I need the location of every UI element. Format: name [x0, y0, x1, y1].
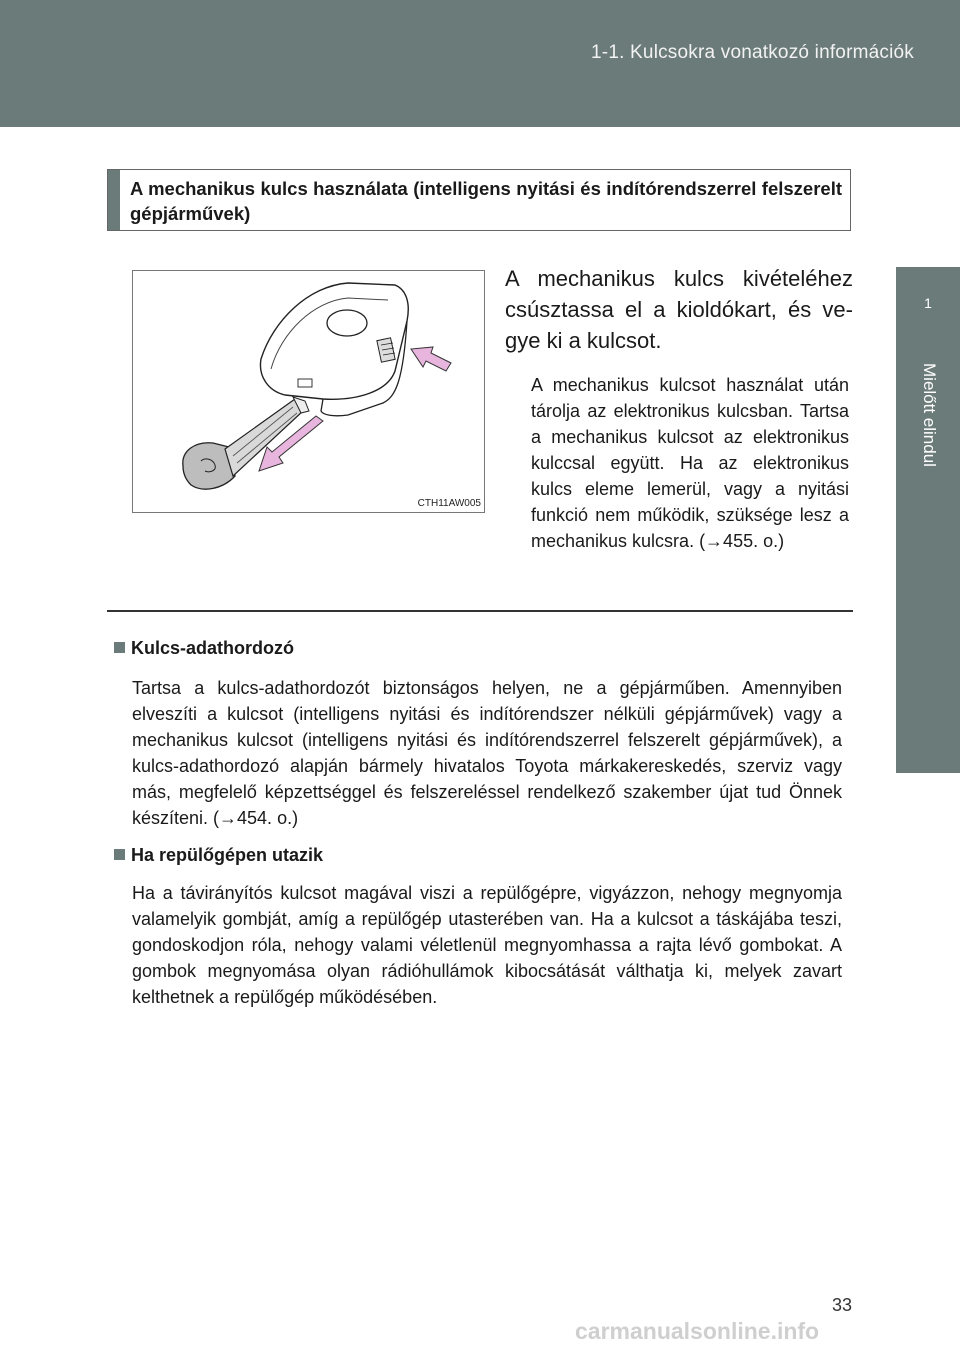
page-header [0, 0, 960, 127]
chapter-side-tab [896, 127, 960, 1352]
chapter-number: 1 [924, 295, 932, 311]
figure-code: CTH11AW005 [417, 498, 481, 509]
subsection-heading-airplane [114, 845, 323, 866]
section-title: A mechanikus kulcs használata (intelligens nyitási és indítórendszerrel felszerelt gépjárművek) [130, 178, 842, 224]
section-divider [107, 610, 853, 612]
subsection-heading-key-data [114, 638, 294, 659]
subsection-body-airplane: Ha a távirányítós kulcsot magával viszi a repülőgépre, vigyázzon, nehogy megnyomja valamelyik gombját, amíg a repülőgép utasterében van. Ha a kulcsot a táskájába teszi, gondoskodjon róla, nehogy valami véletlenül megnyomhassa a rajta lévő gombokat. A gombok megnyomása olyan rádióhullámok kibocsátását válthatja ki, melyek zavart kelthetnek a repülőgép működésében. [132, 883, 842, 1007]
key-illustration [132, 270, 485, 513]
square-bullet-icon [114, 849, 125, 860]
square-bullet-icon [114, 642, 125, 653]
page-number: 33 [832, 1295, 853, 1315]
smart-key-drawing [133, 271, 484, 512]
subsection-heading-text: Ha repülőgépen utazik [131, 845, 324, 865]
chapter-label-box [896, 353, 960, 773]
instruction-note: A mechanikus kulcsot használat után tárolja az elektronikus kulcsban. Tartsa a mechanikus kulcsot az elektronikus kulccsal együtt. Ha az elektronikus kulcs eleme lemerül, vagy a nyitási funkció nem működik, szüksége lesz a mechanikus kulcsra. (→455. o.) [531, 375, 849, 551]
header-title: 1-1. Kulcsokra vonatkozó információk [591, 42, 914, 63]
watermark: carmanualsonline.info [575, 1318, 820, 1344]
subsection-body-key-data: Tartsa a kulcs-adathordozót biztonságos helyen, ne a gépjárműben. Amennyiben elveszíti a kulcsot (intelligens nyitási és indítórendszer nélküli gépjárművek) vagy a mechanikus kulcsot (intelligens nyitási és indítórendszerrel felszerelt gépjárművek), a kulcs-adathordozó alapján bármely hivatalos Toyota márkakereskedés, szerviz vagy más, megfelelő képzettséggel és felszereléssel rendelkező szakember újat tud Önnek készíteni. (→454. o.) [132, 678, 842, 828]
section-heading-box [107, 169, 851, 231]
instruction-text: A mechanikus kulcs kivételéhez csúsztassa el a kioldókart, és vegye ki a kulcsot. [505, 266, 853, 353]
section-accent-bar [108, 170, 120, 230]
subsection-heading-text: Kulcs-adathordozó [131, 638, 295, 658]
chapter-label: Mielőtt elindul [920, 363, 939, 467]
